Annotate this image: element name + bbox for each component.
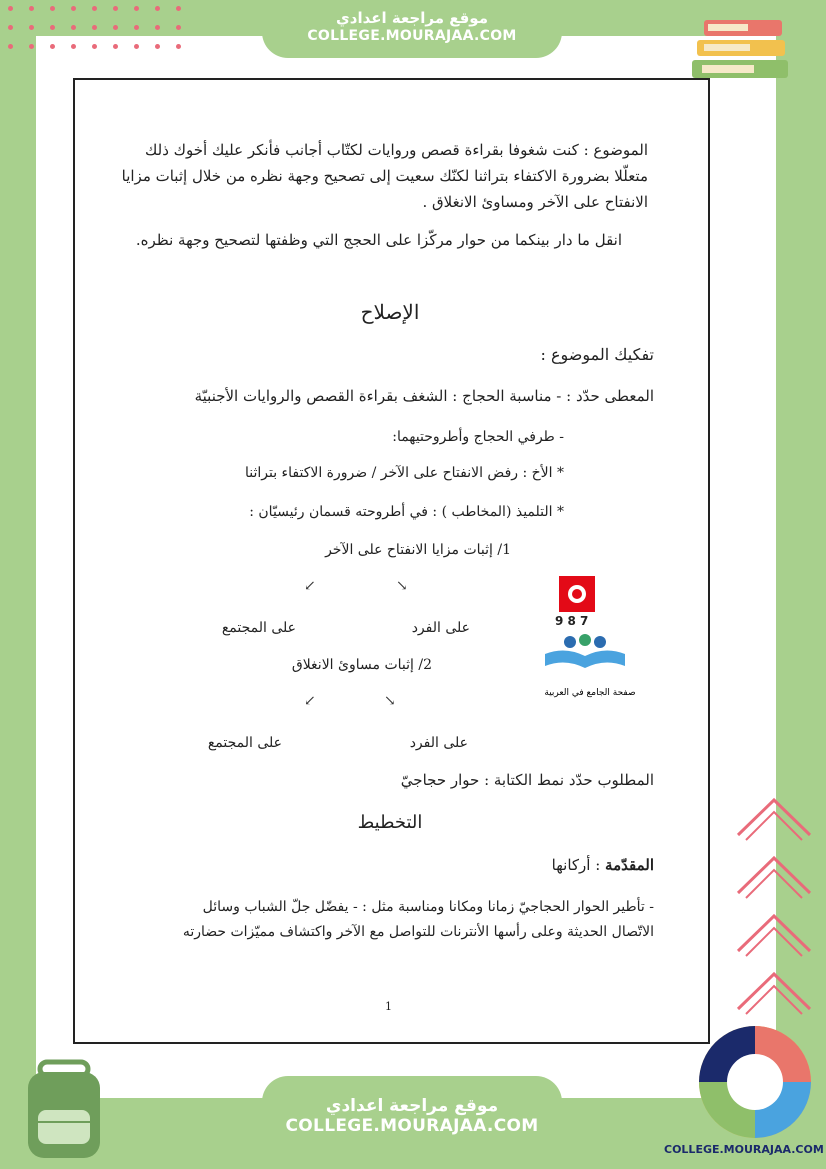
open-book-icon bbox=[540, 632, 630, 672]
site-url[interactable]: COLLEGE.MOURAJAA.COM bbox=[307, 28, 517, 44]
logo-caption: صفحة الجامع في العربية bbox=[544, 688, 636, 698]
school-circle-icon bbox=[694, 1022, 816, 1142]
intro-label: المقدّمة bbox=[605, 856, 654, 874]
footer-site-name: موقع مراجعة اعدادي bbox=[325, 1096, 499, 1116]
chevron-up-icon bbox=[734, 906, 814, 966]
chevron-up-icon bbox=[734, 964, 814, 1024]
required-line: المطلوب حدّد نمط الكتابة : حوار حجاجيّ bbox=[400, 771, 654, 789]
point-2: 2/ إثبات مساوئ الانغلاق bbox=[291, 657, 432, 673]
given-line: المعطى حدّد : - مناسبة الحجاج : الشغف بقراءة القصص والروايات الأجنبيّة bbox=[194, 387, 654, 405]
parties-line: - طرفي الحجاج وأطروحتيهما: bbox=[392, 429, 564, 445]
individual-2: على الفرد bbox=[409, 735, 468, 751]
subject-line-2: متعلّلا بضرورة الاكتفاء بتراثنا لكنّك سعيت إلى تصحيح وجهة نظره من خلال إثبات مزايا bbox=[121, 167, 648, 185]
correction-title: الإصلاح bbox=[360, 300, 420, 324]
society-2: على المجتمع bbox=[207, 735, 282, 751]
subject-line-1: الموضوع : كنت شغوفا بقراءة قصص وروايات لكتّاب أجانب فأنكر عليك أخوك ذلك bbox=[145, 141, 648, 159]
tunisia-flag-icon bbox=[559, 576, 595, 612]
individual-1: على الفرد bbox=[411, 620, 470, 636]
arrow-left-1: ↙ bbox=[304, 578, 316, 594]
intro-line-2: الاتّصال الحديثة وعلى رأسها الأنترنات للتواصل مع الآخر واكتشاف مميّزات حضارته bbox=[182, 924, 654, 940]
footer-tab bbox=[262, 1076, 562, 1169]
intro-rest: : أركانها bbox=[551, 856, 601, 874]
footer-url[interactable]: COLLEGE.MOURAJAA.COM bbox=[285, 1116, 539, 1136]
point-1: 1/ إثبات مزايا الانفتاح على الآخر bbox=[325, 542, 511, 558]
footer-site-url[interactable]: COLLEGE.MOURAJAA.COM bbox=[664, 1143, 824, 1156]
logo-numbers: 9 8 7 bbox=[555, 614, 589, 628]
chevron-up-icon bbox=[734, 790, 814, 850]
chevron-up-icon bbox=[734, 848, 814, 908]
deconstruct-heading: تفكيك الموضوع : bbox=[540, 345, 654, 364]
student-line: * التلميذ (المخاطب ) : في أطروحته قسمان رئيسيّان : bbox=[249, 504, 564, 520]
brother-line: * الأخ : رفض الانفتاح على الآخر / ضرورة الاكتفاء بتراثنا bbox=[244, 465, 564, 481]
arrow-left-2: ↙ bbox=[304, 693, 316, 709]
intro-line-1: - تأطير الحوار الحجاجيّ زمانا ومكانا ومناسبة مثل : - يفضّل جلّ الشباب وسائل bbox=[202, 899, 654, 915]
society-1: على المجتمع bbox=[221, 620, 296, 636]
backpack-icon bbox=[18, 1058, 110, 1162]
planning-title: التخطيط bbox=[357, 812, 423, 833]
page-number: 1 bbox=[385, 1000, 392, 1013]
intro-heading bbox=[552, 855, 654, 875]
task-text: انقل ما دار بينكما من حوار مركّزا على الحجج التي وظفتها لتصحيح وجهة نظره. bbox=[135, 231, 622, 249]
arrow-right-1: ↘ bbox=[396, 578, 408, 594]
arrow-right-2: ↘ bbox=[384, 693, 396, 709]
site-name: موقع مراجعة اعدادي bbox=[336, 9, 488, 27]
subject-line-3: الانفتاح على الآخر ومساوئ الانغلاق . bbox=[422, 193, 648, 211]
